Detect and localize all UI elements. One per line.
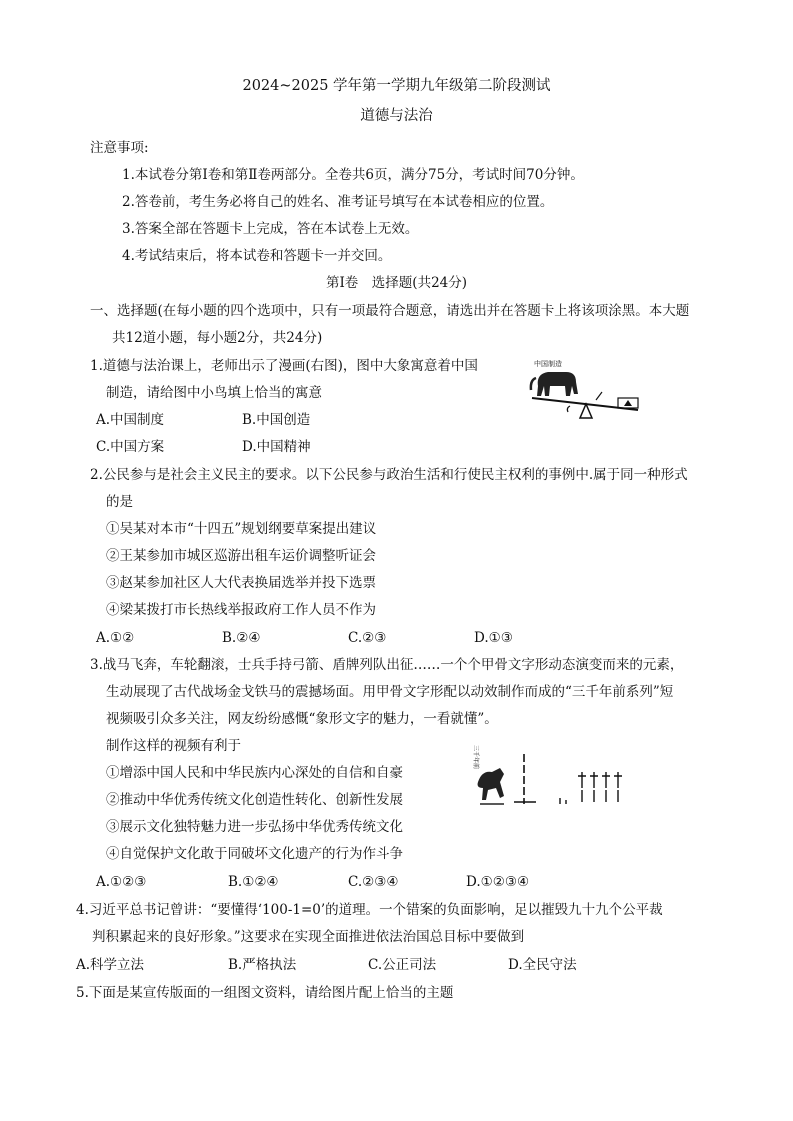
q3-figure-caption: 三千年前 — [472, 745, 479, 770]
q2-option-b: B.②④ — [222, 630, 261, 646]
q3-statement: ①增添中国人民和中华民族内心深处的自信和自豪 — [106, 765, 403, 781]
q3-oracle-bone-figure — [474, 742, 634, 814]
elephant-icon — [531, 372, 578, 396]
q1-option-b: B.中国创造 — [242, 412, 311, 428]
q2-statement: ②王某参加市城区巡游出租车运价调整听证会 — [106, 548, 376, 564]
q3-stem-cont: 生动展现了古代战场金戈铁马的震撼场面。用甲骨文字形配以动效制作而成的“三千年前系列”短 — [106, 684, 674, 700]
section-instruction: 一、选择题(在每小题的四个选项中，只有一项最符合题意，请选出并在答题卡上将该项涂黑。本大题 — [90, 303, 690, 319]
q3-stem-cont: 视频吸引众多关注，网友纷纷感慨“象形文字的魅力，一看就懂”。 — [106, 711, 498, 727]
q1-option-d: D.中国精神 — [242, 439, 311, 455]
q4-stem: 4.习近平总书记曾讲：“要懂得‘100-1=0’的道理。一个错案的负面影响，足以摧毁九十九个公平裁 — [76, 902, 663, 918]
q4-option-c: C.公正司法 — [368, 957, 437, 973]
q3-statement: ②推动中华优秀传统文化创造性转化、创新性发展 — [106, 792, 403, 808]
q1-option-a: A.中国制度 — [96, 412, 165, 428]
q2-statement: ①吴某对本市“十四五”规划纲要草案提出建议 — [106, 521, 377, 537]
q3-statement: ③展示文化独特魅力进一步弘扬中华优秀传统文化 — [106, 819, 403, 835]
exam-title: 2024~2025 学年第一学期九年级第二阶段测试 — [242, 78, 551, 94]
q1-stem: 1.道德与法治课上，老师出示了漫画(右图)，图中大象寓意着中国 — [90, 358, 478, 374]
soldier-figures-icon — [560, 772, 622, 804]
notes-header: 注意事项: — [90, 140, 149, 156]
q2-stem: 2.公民参与是社会主义民主的要求。以下公民参与政治生活和行使民主权利的事例中.属于同一种形式 — [90, 467, 688, 483]
q4-options — [0, 956, 793, 974]
q2-statement: ③赵某参加社区人大代表换届选举并投下选票 — [106, 575, 376, 591]
q2-option-a: A.①② — [96, 630, 135, 646]
q3-options — [0, 873, 793, 891]
note-item: 3.答案全部在答题卡上完成，答在本试卷上无效。 — [122, 221, 419, 237]
q1-option-c: C.中国方案 — [96, 439, 165, 455]
q3-option-c: C.②③④ — [348, 874, 399, 890]
exam-subject: 道德与法治 — [360, 108, 433, 124]
note-item: 1.本试卷分第Ⅰ卷和第Ⅱ卷两部分。全卷共6页，满分75分，考试时间70分钟。 — [122, 167, 584, 183]
q3-option-b: B.①②④ — [228, 874, 279, 890]
q2-option-d: D.①③ — [474, 630, 513, 646]
q2-stem-cont: 的是 — [106, 494, 133, 510]
q1-options-row1 — [0, 411, 793, 429]
section-instruction-cont: 共12道小题，每小题2分，共24分) — [112, 330, 323, 346]
q4-option-a: A.科学立法 — [76, 957, 145, 973]
q3-stem: 3.战马飞奔，车轮翻滚，士兵手持弓箭、盾牌列队出征……一个个甲骨文字形动态演变而来的元素， — [90, 657, 684, 673]
q5-stem: 5.下面是某宣传版面的一组图文资料，请给图片配上恰当的主题 — [76, 985, 454, 1001]
note-item: 4.考试结束后，将本试卷和答题卡一并交回。 — [122, 248, 392, 264]
q3-stem-prompt: 制作这样的视频有利于 — [106, 738, 241, 754]
note-item: 2.答卷前，考生务必将自己的姓名、准考证号填写在本试卷相应的位置。 — [122, 194, 554, 210]
q3-option-a: A.①②③ — [96, 874, 147, 890]
q4-stem-cont: 判积累起来的良好形象。”这要求在实现全面推进依法治国总目标中要做到 — [92, 929, 525, 945]
q2-option-c: C.②③ — [348, 630, 387, 646]
seesaw-fulcrum — [580, 404, 592, 418]
q1-options-row2 — [0, 438, 793, 456]
q3-option-d: D.①②③④ — [466, 874, 530, 890]
q4-option-b: B.严格执法 — [228, 957, 297, 973]
q1-stem-cont: 制造，请给图中小鸟填上恰当的寓意 — [106, 385, 322, 401]
q1-figure-caption: 中国制造 — [534, 360, 562, 368]
q2-options — [0, 629, 793, 647]
q3-statement: ④自觉保护文化敢于同破坏文化遗产的行为作斗争 — [106, 846, 403, 862]
section-title: 第Ⅰ卷 选择题(共24分) — [325, 275, 468, 291]
q2-statement: ④梁某拨打市长热线举报政府工作人员不作为 — [106, 602, 376, 618]
q4-option-d: D.全民守法 — [508, 957, 577, 973]
q1-cartoon-figure — [526, 354, 644, 424]
war-horse-icon — [478, 768, 504, 804]
